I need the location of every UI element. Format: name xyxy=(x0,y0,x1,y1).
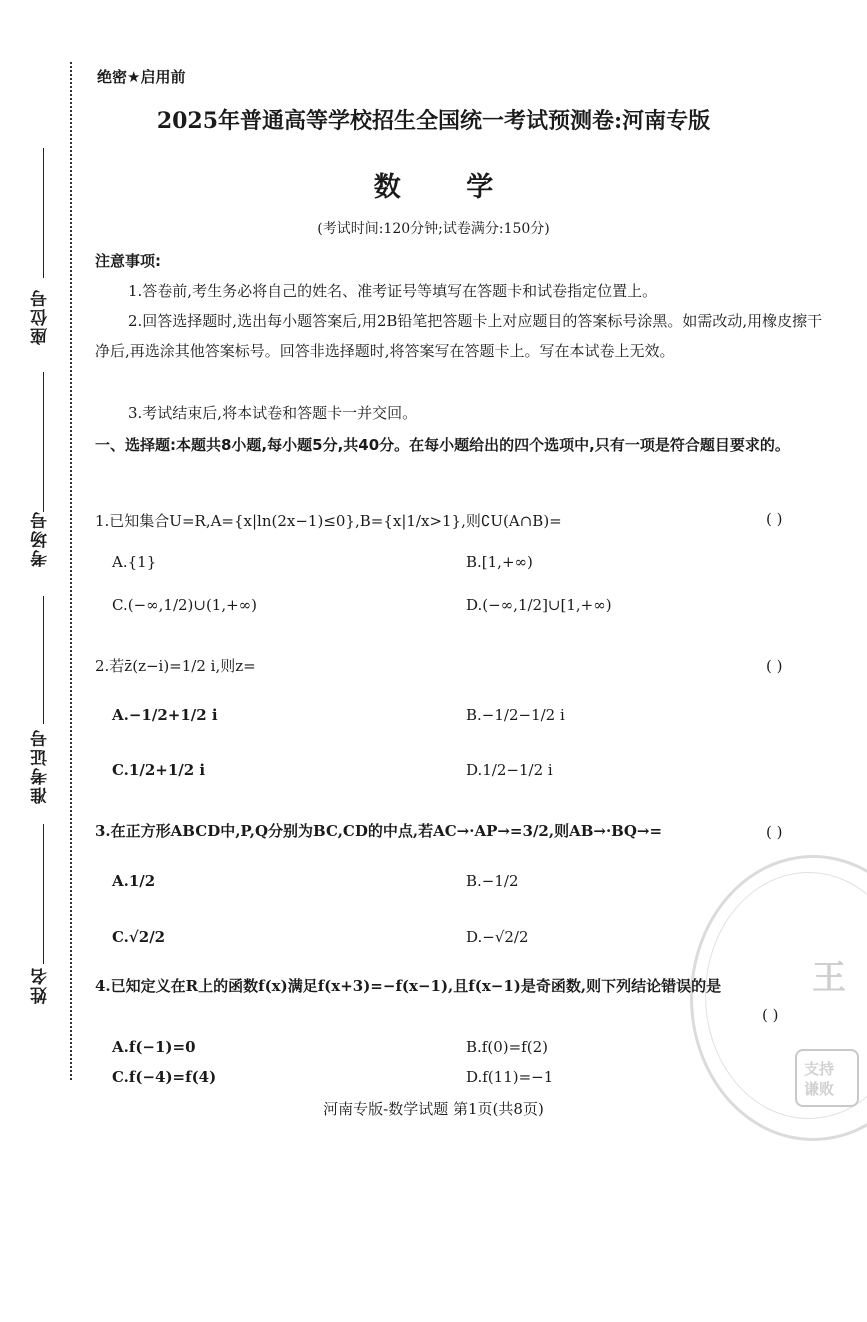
exam-meta: (考试时间:120分钟;试卷满分:150分) xyxy=(317,221,550,237)
ticket-no-label: 准考证号 xyxy=(31,728,51,804)
notice-item-1: 1.答卷前,考生务必将自己的姓名、准考证号等填写在答题卡和试卷指定位置上。 xyxy=(128,282,658,300)
watermark-stamp-line-2: 谦败 xyxy=(804,1080,835,1098)
question-3-option-c: C.√2/2 xyxy=(112,928,166,946)
question-1-option-d: D.(−∞,1/2]∪[1,+∞) xyxy=(466,596,612,614)
question-2-option-c: C.1/2+1/2 i xyxy=(112,761,206,779)
question-2-option-a: A.−1/2+1/2 i xyxy=(112,706,218,724)
question-3-option-b: B.−1/2 xyxy=(466,872,519,890)
seat-no-label: 座位号 xyxy=(31,288,51,345)
section-heading: 一、选择题:本题共8小题,每小题5分,共40分。在每小题给出的四个选项中,只有一项是符合题目要求的。 xyxy=(95,436,790,454)
page-footer: 河南专版-数学试题 第1页(共8页) xyxy=(323,1100,544,1118)
question-2-stem: 2.若z̄(z−i)=1/2 i,则z= xyxy=(95,657,256,675)
question-3-stem: 3.在正方形ABCD中,P,Q分别为BC,CD的中点,若AC→·AP→=3/2,则AB→·BQ→= xyxy=(95,822,663,840)
subject-title: 数 学 xyxy=(373,172,522,203)
question-1-option-b: B.[1,+∞) xyxy=(466,553,533,571)
notice-item-3: 3.考试结束后,将本试卷和答题卡一并交回。 xyxy=(128,404,418,422)
question-4-stem: 4.已知定义在R上的函数f(x)满足f(x+3)=−f(x−1),且f(x−1)是奇函数,则下列结论错误的是 xyxy=(95,977,722,995)
question-2-option-b: B.−1/2−1/2 i xyxy=(466,706,565,724)
question-3-answer-paren: ( ) xyxy=(766,823,783,841)
name-label: 姓名 xyxy=(31,966,51,1004)
question-3-option-d: D.−√2/2 xyxy=(466,928,529,946)
question-4-option-a: A.f(−1)=0 xyxy=(112,1038,196,1056)
question-1-stem: 1.已知集合U=R,A={x|ln(2x−1)≤0},B={x|1/x>1},则∁U(A∩B)= xyxy=(95,512,562,530)
question-1-answer-paren: ( ) xyxy=(766,510,783,528)
question-2-option-d: D.1/2−1/2 i xyxy=(466,761,553,779)
question-1-option-c: C.(−∞,1/2)∪(1,+∞) xyxy=(112,596,258,614)
question-1-option-a: A.{1} xyxy=(112,553,157,571)
question-4-answer-paren: ( ) xyxy=(762,1006,779,1024)
notice-heading: 注意事项: xyxy=(95,252,161,270)
question-4-option-b: B.f(0)=f(2) xyxy=(466,1038,548,1056)
name-line xyxy=(43,824,44,964)
watermark-stamp-line-1: 支持 xyxy=(804,1060,835,1078)
room-no-line xyxy=(43,372,44,512)
room-no-label: 考场号 xyxy=(31,510,51,567)
notice-item-2: 2.回答选择题时,选出每小题答案后,用2B铅笔把答题卡上对应题目的答案标号涂黑。如需改动,用橡皮擦干净后,再选涂其他答案标号。回答非选择题时,将答案写在答题卡上。写在本试卷上无效。 xyxy=(95,312,823,360)
ticket-no-line xyxy=(43,596,44,724)
binding-dotted-line xyxy=(70,62,72,1080)
question-3-option-a: A.1/2 xyxy=(112,872,156,890)
watermark-brand: 王 xyxy=(812,958,846,998)
secret-label: 绝密★启用前 xyxy=(97,68,186,86)
question-4-option-c: C.f(−4)=f(4) xyxy=(112,1068,217,1086)
question-2-answer-paren: ( ) xyxy=(766,657,783,675)
exam-title: 2025年普通高等学校招生全国统一考试预测卷:河南专版 xyxy=(156,108,711,134)
question-4-option-d: D.f(11)=−1 xyxy=(466,1068,554,1086)
